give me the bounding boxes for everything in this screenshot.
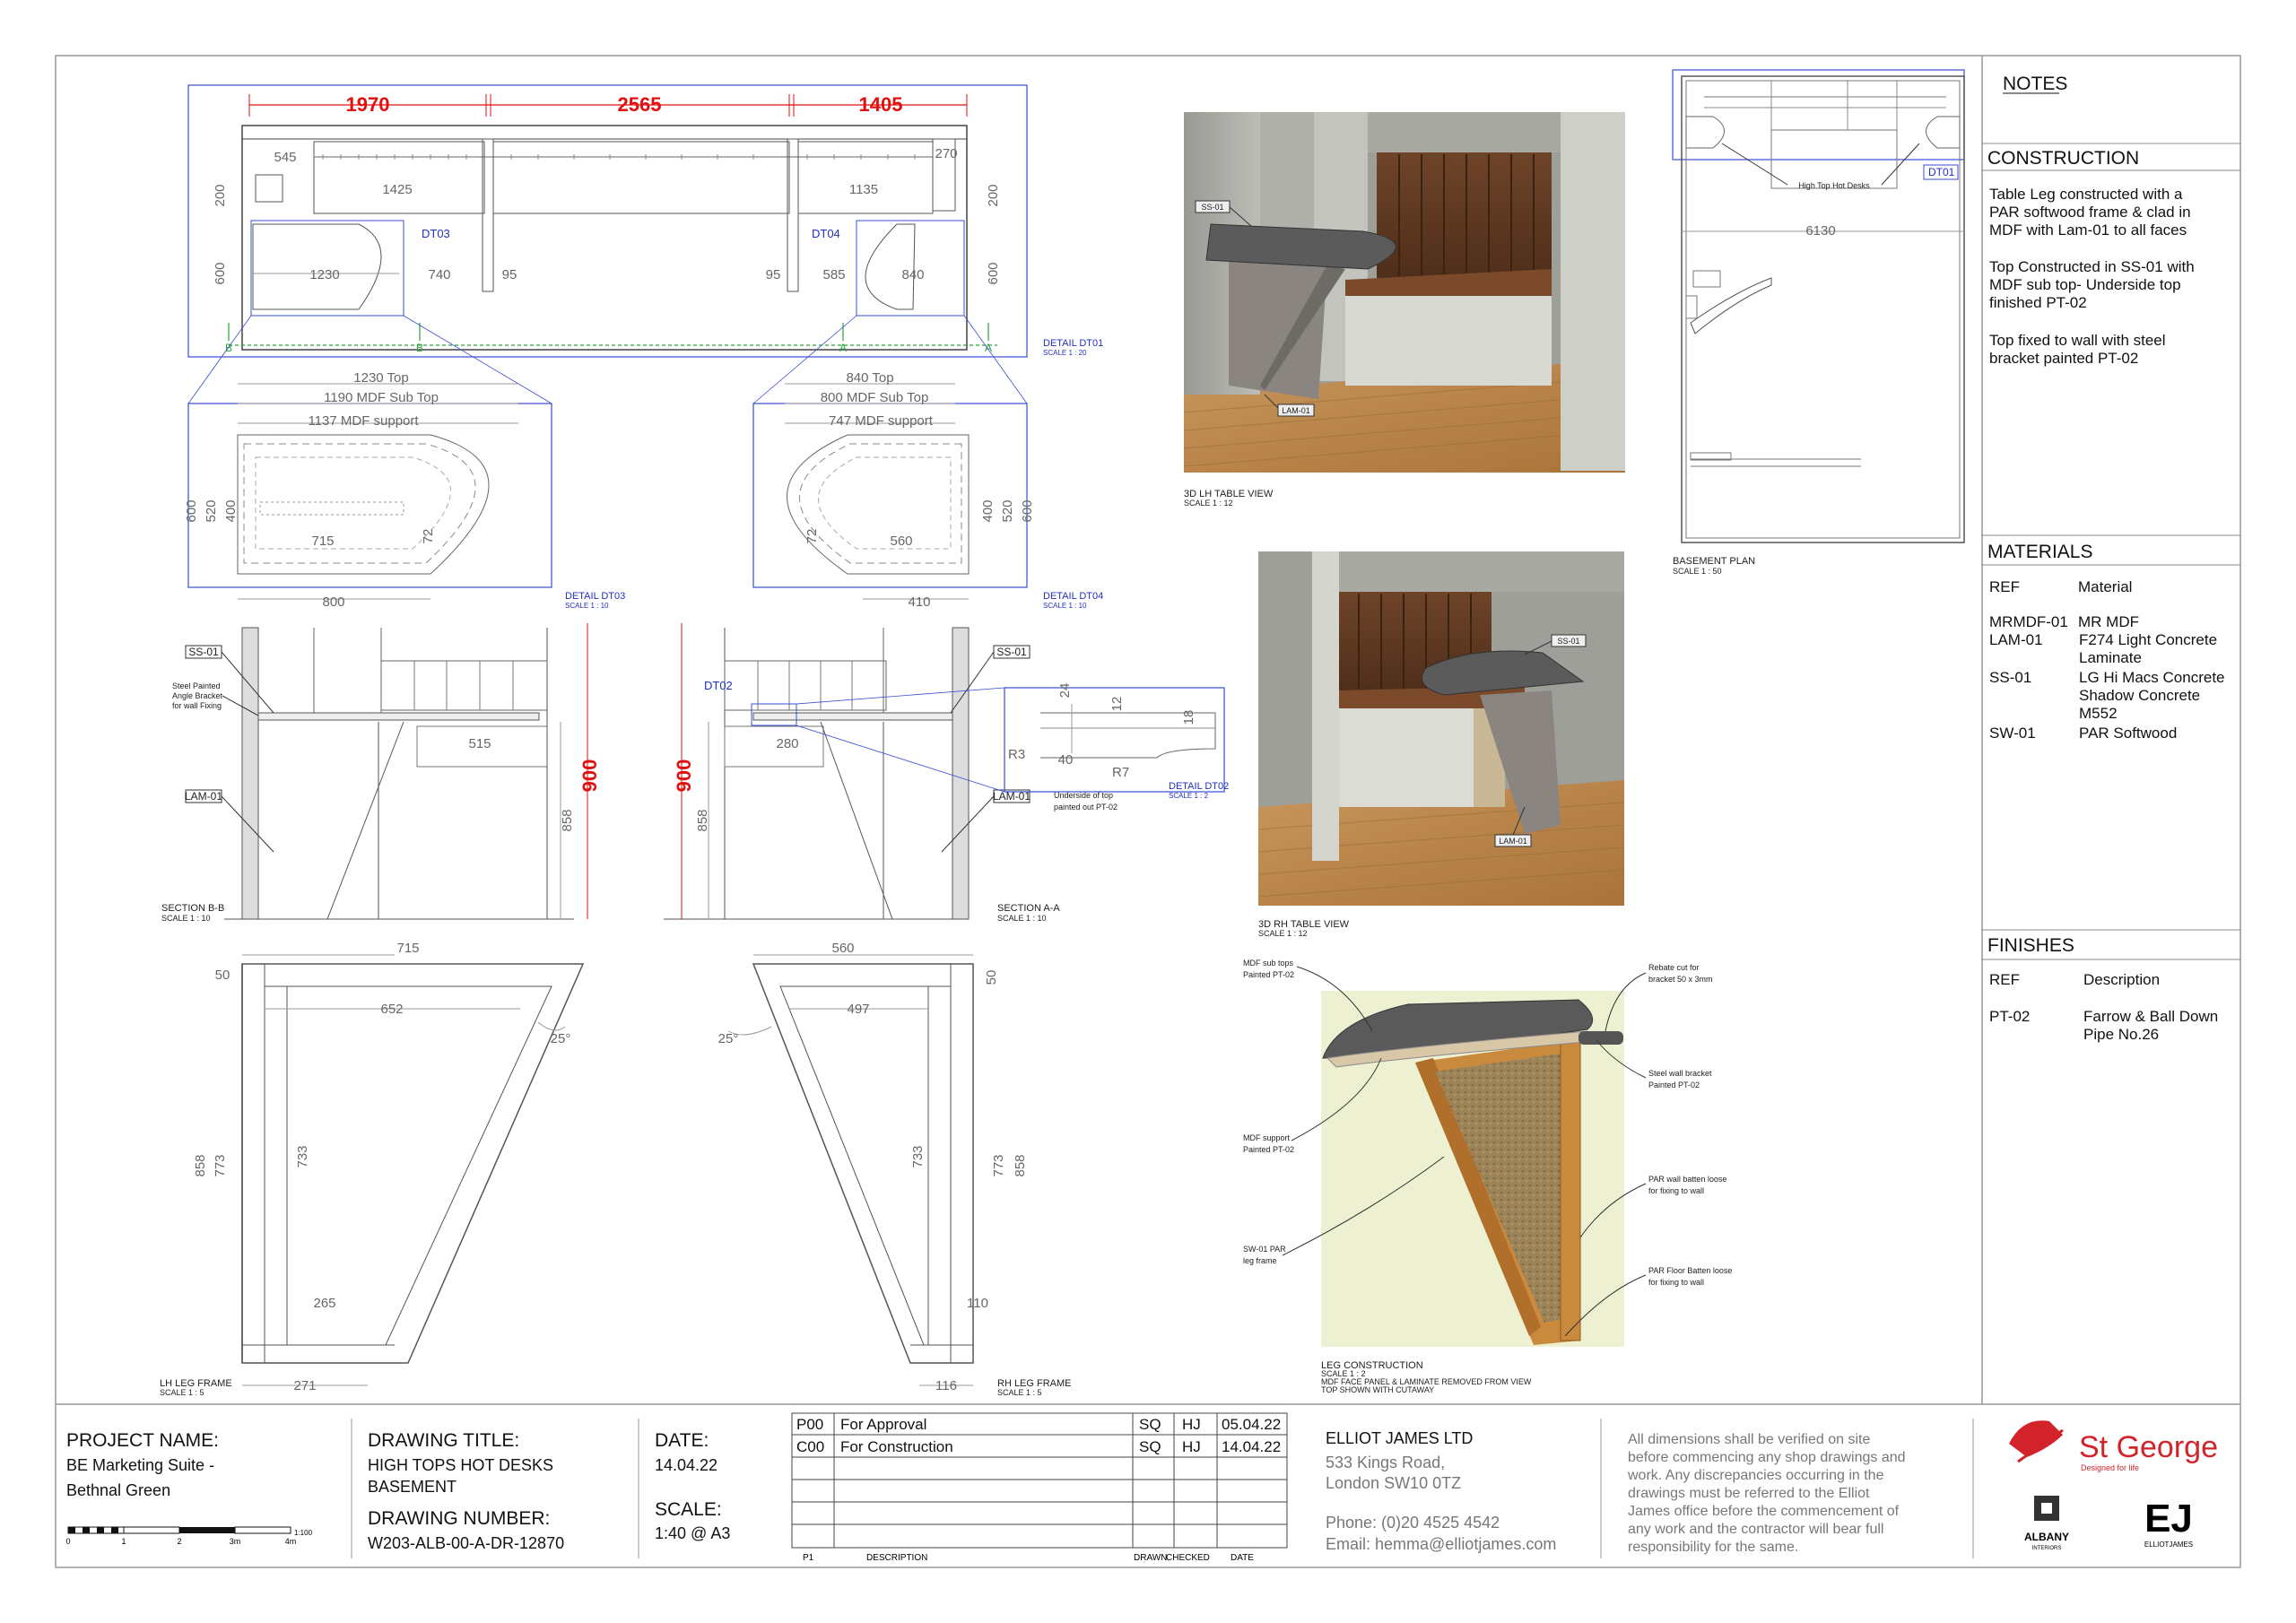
dim-271: 271 — [293, 1378, 317, 1393]
revision-table — [792, 1413, 1287, 1563]
dim-95-left: 95 — [501, 267, 517, 282]
st-george-wordmark: St George — [2079, 1430, 2218, 1464]
scale-bar-tick: 2 — [177, 1537, 182, 1546]
dim-1190-sub-top: 1190 MDF Sub Top — [324, 390, 439, 405]
label-par-floor-batten: PAR Floor Batten loose — [1648, 1266, 1733, 1275]
revision-drawn: SQ — [1139, 1438, 1161, 1455]
detail-dt03-title: DETAIL DT03 — [565, 591, 626, 602]
lh-leg-frame — [160, 941, 583, 1397]
st-george-tagline: Designed for life — [2081, 1463, 2140, 1472]
dim-24: 24 — [1057, 682, 1073, 699]
label-par-wall-batten: for fixing to wall — [1648, 1186, 1705, 1195]
grid-marker-a: A — [839, 342, 848, 354]
dim-200-left: 200 — [213, 184, 228, 207]
dim-400: 400 — [223, 499, 239, 523]
dim-800: 800 — [322, 595, 345, 610]
dim-1425: 1425 — [382, 182, 413, 197]
grid-marker-b: B — [224, 342, 233, 354]
construction-heading: CONSTRUCTION — [1987, 148, 2140, 169]
dim-r3: R3 — [1008, 747, 1026, 762]
dim-95-right: 95 — [765, 267, 781, 282]
date-label: DATE: — [655, 1430, 709, 1451]
drawing-title-label: DRAWING TITLE: — [368, 1430, 520, 1451]
material-desc: Laminate — [2079, 649, 2142, 666]
3d-lh-table-view — [1184, 112, 1625, 508]
material-desc: M552 — [2079, 705, 2118, 722]
dim-600: 600 — [184, 499, 199, 523]
material-desc: F274 Light Concrete — [2079, 631, 2218, 648]
underside-note: painted out PT-02 — [1054, 803, 1118, 812]
construction-note-line: Top Constructed in SS-01 with — [1989, 258, 2195, 275]
company-name: ELLIOT JAMES LTD — [1326, 1429, 1474, 1447]
dim-400: 400 — [980, 499, 996, 523]
dim-858: 858 — [560, 809, 575, 832]
grid-marker-b: B — [415, 342, 424, 354]
finishes-desc-header: Description — [2083, 971, 2161, 988]
section-a-a — [664, 623, 1060, 923]
detail-dt04-scale: SCALE 1 : 10 — [1043, 602, 1087, 610]
finishes-ref-header: REF — [1989, 971, 2020, 988]
revision-code: P00 — [796, 1416, 824, 1433]
leg-construction-title: LEG CONSTRUCTION — [1321, 1360, 1423, 1371]
tag-lam01: LAM-01 — [992, 790, 1031, 803]
dim-585: 585 — [822, 267, 846, 282]
construction-note-line: PAR softwood frame & clad in — [1989, 204, 2191, 221]
grid-marker-a: A — [984, 342, 993, 354]
material-desc: LG Hi Macs Concrete — [2079, 669, 2225, 686]
tag-dt01: DT01 — [1928, 166, 1955, 178]
dim-1230-top: 1230 Top — [353, 370, 409, 386]
material-ref: MRMDF-01 — [1989, 613, 2068, 630]
dim-715: 715 — [396, 941, 420, 956]
tag-ss01: SS-01 — [1201, 203, 1224, 212]
drawing-number-label: DRAWING NUMBER: — [368, 1508, 551, 1529]
dim-72: 72 — [421, 528, 436, 544]
material-desc: MR MDF — [2078, 613, 2139, 630]
albany-logo — [2024, 1496, 2069, 1551]
title-block — [65, 1413, 2217, 1563]
dim-1970: 1970 — [345, 93, 390, 116]
dim-1405: 1405 — [858, 93, 903, 116]
high-top-hot-desks-label: High Top Hot Desks — [1798, 181, 1870, 190]
materials-heading: MATERIALS — [1987, 542, 2093, 562]
leg-construction — [1243, 959, 1732, 1394]
disclaimer-line: responsibility for the same. — [1628, 1540, 1799, 1555]
materials-material-header: Material — [2078, 578, 2133, 595]
section-b-b-title: SECTION B-B — [161, 903, 225, 914]
detail-dt02-title: DETAIL DT02 — [1169, 781, 1230, 792]
dim-270: 270 — [935, 146, 958, 161]
revision-drawn: SQ — [1139, 1416, 1161, 1433]
ej-wordmark: ELLIOTJAMES — [2144, 1541, 2194, 1549]
label-mdf-support: Painted PT-02 — [1243, 1145, 1295, 1154]
company-email: Email: hemma@elliotjames.com — [1326, 1535, 1557, 1553]
project-name-label: PROJECT NAME: — [66, 1430, 219, 1451]
dim-410: 410 — [908, 595, 931, 610]
detail-dt03-scale: SCALE 1 : 10 — [565, 602, 609, 610]
dim-116: 116 — [935, 1378, 957, 1393]
lh-leg-scale: SCALE 1 : 5 — [160, 1388, 204, 1397]
dim-r7: R7 — [1112, 765, 1130, 780]
leg-construction-scale: SCALE 1 : 2 — [1321, 1369, 1366, 1378]
label-mdf-sub-tops: Painted PT-02 — [1243, 970, 1295, 979]
project-name: BE Marketing Suite - — [66, 1456, 215, 1474]
dim-25-deg: 25° — [718, 1031, 739, 1046]
dim-1137-support: 1137 MDF support — [308, 413, 419, 429]
revision-footer: DRAWN — [1134, 1553, 1168, 1563]
construction-note-line: MDF with Lam-01 to all faces — [1989, 221, 2187, 239]
drawing-number: W203-ALB-00-A-DR-12870 — [368, 1534, 565, 1552]
finishes-heading: FINISHES — [1987, 935, 2074, 956]
material-desc: PAR Softwood — [2079, 725, 2178, 742]
revision-date: 05.04.22 — [1222, 1416, 1282, 1433]
dim-40: 40 — [1057, 752, 1074, 768]
3d-lh-title: 3D LH TABLE VIEW — [1184, 489, 1274, 499]
section-a-a-scale: SCALE 1 : 10 — [997, 914, 1047, 923]
label-par-floor-batten: for fixing to wall — [1648, 1278, 1705, 1287]
scale-bar-tick: 4m — [284, 1537, 297, 1546]
dim-18: 18 — [1181, 709, 1196, 725]
detail-dt04-title: DETAIL DT04 — [1043, 591, 1104, 602]
section-b-b-scale: SCALE 1 : 10 — [161, 914, 211, 923]
dim-600-right: 600 — [986, 262, 1001, 285]
detail-dt01-plan — [188, 85, 1103, 404]
dim-515: 515 — [468, 736, 491, 751]
basement-plan-scale: SCALE 1 : 50 — [1673, 567, 1722, 576]
scale-value: 1:40 @ A3 — [655, 1524, 731, 1542]
tag-lam01: LAM-01 — [184, 790, 223, 803]
label-sw01-leg-frame: SW-01 PAR — [1243, 1245, 1286, 1254]
construction-note-line: bracket painted PT-02 — [1989, 350, 2139, 367]
dim-900: 900 — [673, 759, 695, 793]
tag-dt04: DT04 — [812, 227, 840, 240]
tag-lam01: LAM-01 — [1499, 837, 1527, 846]
dim-265: 265 — [313, 1296, 336, 1311]
dim-747-support: 747 MDF support — [829, 413, 933, 429]
tag-lam01: LAM-01 — [1282, 406, 1310, 415]
section-b-b — [161, 623, 601, 923]
dim-800-sub-top: 800 MDF Sub Top — [820, 390, 929, 405]
company-address: London SW10 0TZ — [1326, 1474, 1462, 1492]
basement-plan — [1673, 70, 1964, 576]
3d-lh-scale: SCALE 1 : 12 — [1184, 499, 1233, 508]
label-steel-bracket: Painted PT-02 — [1648, 1081, 1700, 1089]
leg-construction-note: MDF FACE PANEL & LAMINATE REMOVED FROM VIEW — [1321, 1377, 1532, 1386]
material-ref: SW-01 — [1989, 725, 2036, 742]
revision-footer: DESCRIPTION — [866, 1553, 928, 1563]
dim-520: 520 — [1000, 499, 1015, 523]
label-mdf-support: MDF support — [1243, 1133, 1291, 1142]
rh-leg-frame — [718, 941, 1072, 1397]
construction-note-line: Top fixed to wall with steel — [1989, 332, 2166, 349]
label-sw01-leg-frame: leg frame — [1243, 1256, 1277, 1265]
label-mdf-sub-tops: MDF sub tops — [1243, 959, 1294, 968]
lh-leg-title: LH LEG FRAME — [160, 1378, 232, 1389]
dim-50: 50 — [214, 968, 230, 983]
dim-900: 900 — [578, 759, 601, 793]
dim-497: 497 — [847, 1002, 870, 1017]
3d-rh-title: 3D RH TABLE VIEW — [1258, 919, 1350, 930]
label-rebate: bracket 50 x 3mm — [1648, 975, 1713, 984]
revision-checked: HJ — [1182, 1416, 1201, 1433]
angle-bracket-note: Steel Painted — [172, 681, 221, 690]
label-steel-bracket: Steel wall bracket — [1648, 1069, 1712, 1078]
dim-600-left: 600 — [213, 262, 228, 285]
dim-858: 858 — [695, 809, 710, 832]
drawing-title: BASEMENT — [368, 1478, 457, 1496]
revision-description: For Approval — [840, 1416, 927, 1433]
disclaimer-line: any work and the contractor will bear full — [1628, 1522, 1884, 1537]
dim-715: 715 — [311, 534, 335, 549]
drawing-title: HIGH TOPS HOT DESKS — [368, 1456, 554, 1474]
rh-leg-title: RH LEG FRAME — [997, 1378, 1072, 1389]
sheet-border — [56, 56, 2240, 1567]
3d-rh-table-view — [1258, 551, 1624, 938]
disclaimer-line: work. Any discrepancies occurring in the — [1628, 1468, 1884, 1483]
revision-footer: DATE — [1231, 1553, 1254, 1563]
finish-desc: Pipe No.26 — [2083, 1026, 2160, 1043]
revision-footer: P1 — [803, 1553, 814, 1563]
dim-560: 560 — [890, 534, 913, 549]
angle-bracket-note: for wall Fixing — [172, 701, 222, 710]
elliot-james-logo — [2144, 1497, 2193, 1549]
rh-leg-scale: SCALE 1 : 5 — [997, 1388, 1042, 1397]
notes-heading: NOTES — [2003, 74, 2068, 94]
st-george-logo — [2009, 1420, 2218, 1472]
dim-25-deg: 25° — [550, 1031, 571, 1046]
tag-ss01: SS-01 — [1557, 637, 1580, 646]
finish-desc: Farrow & Ball Down — [2083, 1008, 2219, 1025]
revision-code: C00 — [796, 1438, 825, 1455]
underside-note: Underside of top — [1054, 791, 1114, 800]
dim-600: 600 — [1020, 499, 1035, 523]
albany-tagline: INTERIORS — [2031, 1546, 2062, 1551]
dim-773: 773 — [991, 1154, 1006, 1177]
dim-858: 858 — [193, 1154, 208, 1177]
detail-dt01-title: DETAIL DT01 — [1043, 338, 1104, 349]
dim-520: 520 — [204, 499, 219, 523]
tag-ss01: SS-01 — [188, 646, 219, 658]
scale-bar-tick: 1 — [121, 1537, 126, 1546]
construction-note-line: finished PT-02 — [1989, 294, 2087, 311]
angle-bracket-note: Angle Bracket — [172, 691, 223, 700]
revision-date: 14.04.22 — [1222, 1438, 1282, 1455]
scale-bar-tick: 3m — [229, 1537, 241, 1546]
material-ref: LAM-01 — [1989, 631, 2043, 648]
disclaimer-line: All dimensions shall be verified on site — [1628, 1432, 1871, 1447]
detail-dt02 — [1004, 683, 1229, 812]
dim-652: 652 — [380, 1002, 404, 1017]
dim-858: 858 — [1013, 1154, 1028, 1177]
materials-ref-header: REF — [1989, 578, 2020, 595]
dim-6130: 6130 — [1805, 223, 1836, 239]
dim-2565: 2565 — [617, 93, 662, 116]
label-par-wall-batten: PAR wall batten loose — [1648, 1175, 1727, 1184]
finish-ref: PT-02 — [1989, 1008, 2031, 1025]
section-a-a-title: SECTION A-A — [997, 903, 1060, 914]
dim-12: 12 — [1109, 696, 1125, 712]
disclaimer-line: drawings must be referred to the Elliot — [1628, 1486, 1870, 1501]
dim-110: 110 — [967, 1296, 988, 1311]
3d-rh-scale: SCALE 1 : 12 — [1258, 929, 1308, 938]
dim-740: 740 — [428, 267, 451, 282]
dim-733: 733 — [910, 1145, 926, 1168]
revision-checked: HJ — [1182, 1438, 1201, 1455]
dim-545: 545 — [274, 150, 297, 165]
tag-dt03: DT03 — [422, 227, 450, 240]
scale-bar-tick: 0 — [65, 1537, 71, 1546]
date-value: 14.04.22 — [655, 1456, 718, 1474]
label-rebate: Rebate cut for — [1648, 963, 1700, 972]
disclaimer-line: James office before the commencement of — [1628, 1504, 1900, 1519]
detail-dt03 — [184, 370, 625, 610]
basement-plan-title: BASEMENT PLAN — [1673, 556, 1756, 567]
tag-ss01: SS-01 — [996, 646, 1027, 658]
leg-construction-note: TOP SHOWN WITH CUTAWAY — [1321, 1385, 1435, 1394]
company-phone: Phone: (0)20 4525 4542 — [1326, 1514, 1500, 1532]
project-name: Bethnal Green — [66, 1481, 171, 1499]
dim-840-top: 840 Top — [846, 370, 894, 386]
material-desc: Shadow Concrete — [2079, 687, 2201, 704]
albany-wordmark: ALBANY — [2024, 1531, 2069, 1543]
scale-bar-ratio: 1:100 — [294, 1529, 313, 1537]
revision-description: For Construction — [840, 1438, 953, 1455]
notes-panel — [1982, 74, 2240, 1043]
dim-280: 280 — [776, 736, 799, 751]
detail-dt04 — [753, 370, 1103, 610]
material-ref: SS-01 — [1989, 669, 2032, 686]
scale-label: SCALE: — [655, 1499, 722, 1520]
company-address: 533 Kings Road, — [1326, 1454, 1446, 1471]
ej-monogram: EJ — [2144, 1497, 2193, 1541]
detail-dt01-scale: SCALE 1 : 20 — [1043, 349, 1087, 357]
revision-footer: CHECKED — [1166, 1553, 1210, 1563]
dim-50: 50 — [984, 969, 999, 985]
scale-bar — [65, 1527, 312, 1546]
construction-note-line: Table Leg constructed with a — [1989, 186, 2183, 203]
dim-200-right: 200 — [986, 184, 1001, 207]
disclaimer-line: before commencing any shop drawings and — [1628, 1450, 1906, 1465]
dim-1135: 1135 — [848, 182, 879, 197]
dim-840: 840 — [901, 267, 925, 282]
dim-1230: 1230 — [309, 267, 340, 282]
dim-773: 773 — [213, 1154, 228, 1177]
tag-dt02: DT02 — [704, 679, 733, 692]
dim-733: 733 — [295, 1145, 310, 1168]
dim-560: 560 — [831, 941, 855, 956]
construction-note-line: MDF sub top- Underside top — [1989, 276, 2181, 293]
detail-dt02-scale: SCALE 1 : 2 — [1169, 792, 1209, 800]
dim-72: 72 — [804, 528, 820, 544]
